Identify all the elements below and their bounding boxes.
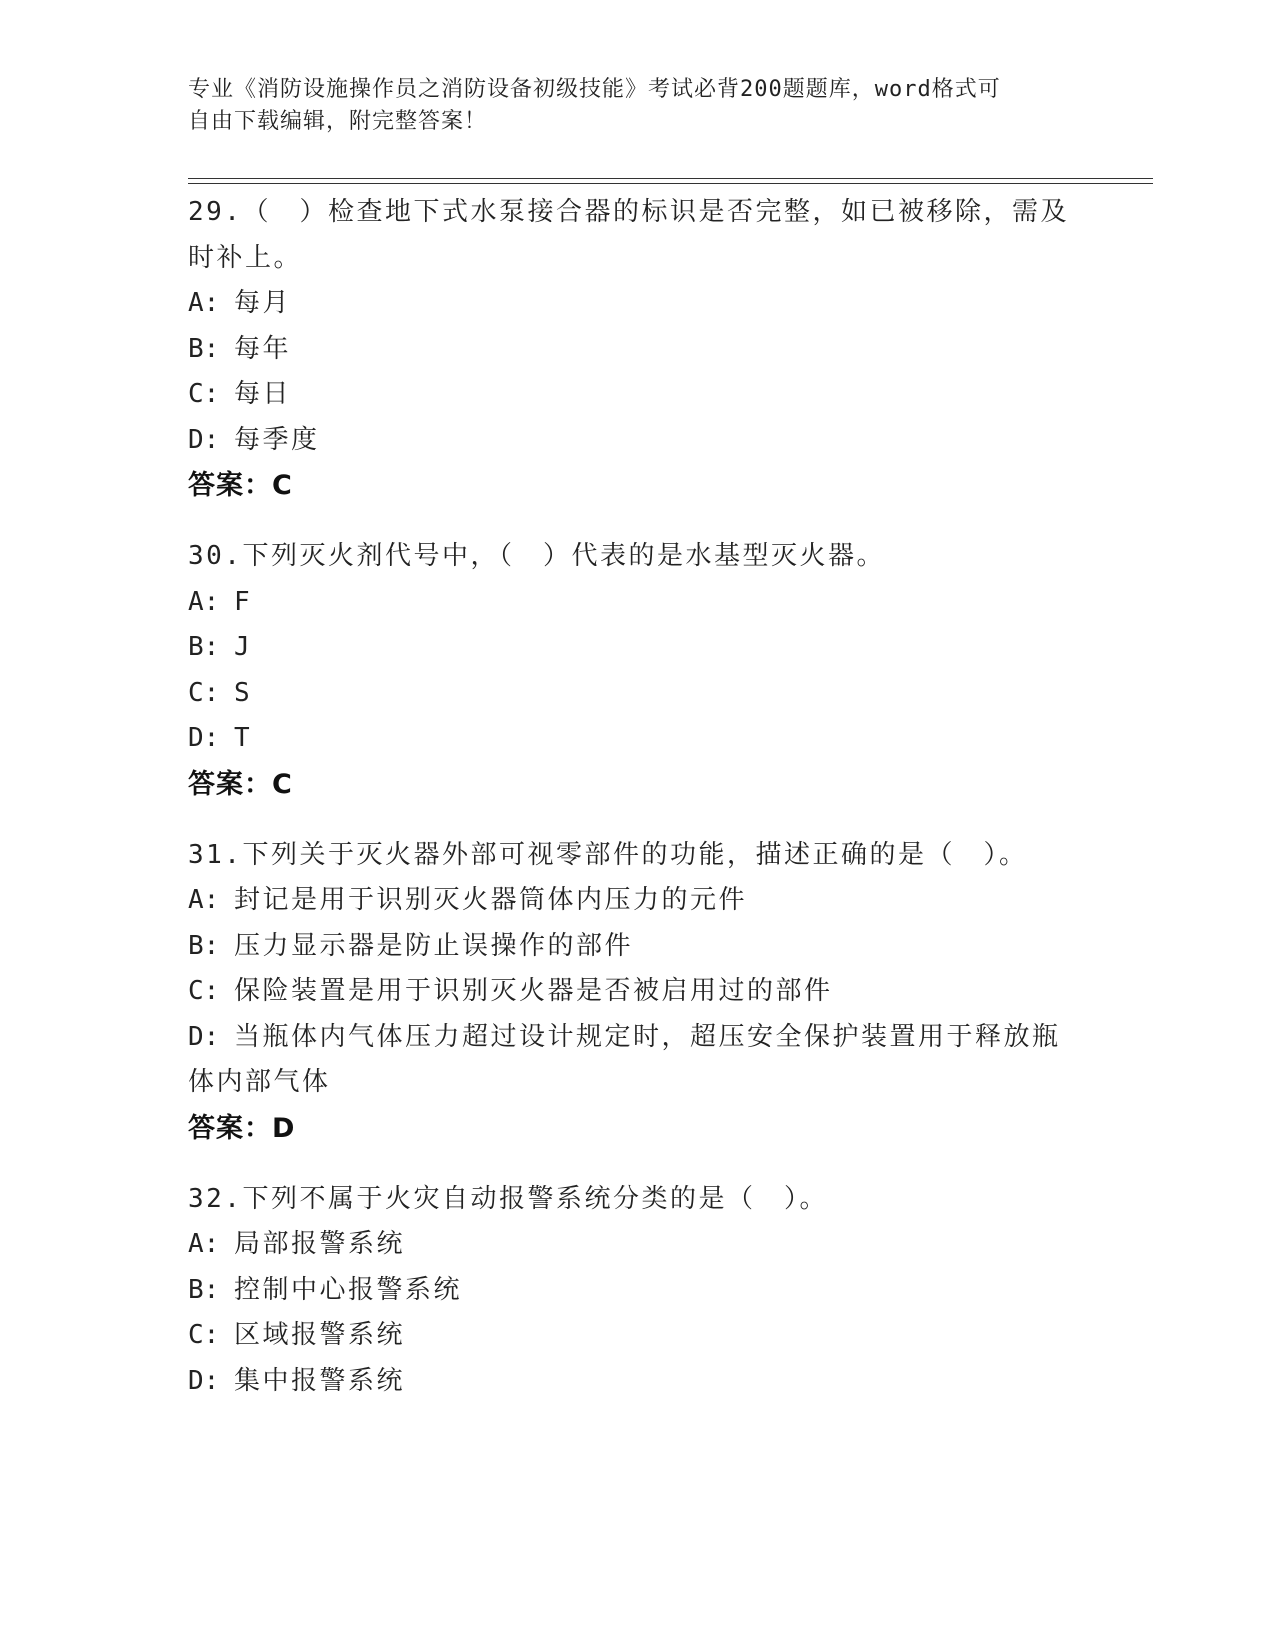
option-text: 局部报警系统: [234, 1229, 406, 1259]
option-c: [188, 969, 1088, 1015]
option-key: C:: [188, 677, 220, 708]
question-text: 29.（ ）检查地下式水泵接合器的标识是否完整，如已被移除，需及时补上。: [188, 197, 1069, 273]
option-d: [188, 418, 1088, 464]
option-key: A:: [188, 586, 220, 617]
option-key: C:: [188, 976, 220, 1006]
question-30: [188, 534, 1088, 807]
option-key: C:: [188, 1320, 220, 1350]
option-key: D:: [188, 1021, 220, 1052]
option-c: [188, 1313, 1088, 1359]
option-b: [188, 625, 1088, 671]
header-line-1: 专业《消防设施操作员之消防设备初级技能》考试必背200题题库，word格式可: [188, 77, 1001, 102]
question-text: 31.下列关于灭火器外部可视零部件的功能，描述正确的是（ ）。: [188, 839, 1028, 870]
option-text: 控制中心报警系统: [234, 1274, 463, 1305]
option-text: 每年: [234, 333, 292, 364]
document-header: [188, 74, 1068, 138]
option-text: S: [234, 677, 253, 708]
option-key: B:: [188, 632, 220, 662]
option-key: B:: [188, 1274, 220, 1305]
option-text: 封记是用于识别灭火器筒体内压力的元件: [234, 885, 748, 915]
question-list: [188, 190, 1088, 1430]
option-key: D:: [188, 424, 220, 455]
question-32: [188, 1177, 1088, 1405]
header-line-2: 自由下载编辑，附完整答案！: [188, 109, 488, 134]
option-text: 每日: [234, 379, 292, 409]
option-key: A:: [188, 288, 220, 318]
option-c: [188, 671, 1088, 717]
option-d: [188, 1015, 1088, 1106]
option-b: [188, 1268, 1088, 1314]
option-key: C:: [188, 379, 220, 409]
option-a: [188, 878, 1088, 924]
question-31: [188, 833, 1088, 1151]
option-text: 每季度: [234, 424, 320, 455]
option-key: D:: [188, 723, 220, 753]
option-text: 区域报警系统: [234, 1320, 406, 1350]
option-a: [188, 580, 1088, 626]
option-d: [188, 1359, 1088, 1405]
option-text: 当瓶体内气体压力超过设计规定时，超压安全保护装置用于释放瓶体内部气体: [188, 1021, 1061, 1097]
option-a: [188, 1222, 1088, 1268]
option-a: [188, 281, 1088, 327]
option-key: D:: [188, 1365, 220, 1396]
question-29: [188, 190, 1088, 508]
answer-line: 答案：C: [188, 768, 293, 800]
option-b: [188, 327, 1088, 373]
option-text: 压力显示器是防止误操作的部件: [234, 930, 634, 961]
answer-line: 答案：D: [188, 1112, 296, 1144]
option-text: J: [234, 632, 253, 662]
option-text: T: [234, 723, 253, 753]
option-text: 保险装置是用于识别灭火器是否被启用过的部件: [234, 976, 833, 1006]
option-text: 每月: [234, 288, 292, 318]
option-text: 集中报警系统: [234, 1365, 406, 1396]
answer-line: 答案：C: [188, 470, 293, 501]
option-key: A:: [188, 1229, 220, 1259]
option-key: B:: [188, 930, 220, 961]
header-divider: [188, 178, 1153, 184]
option-key: A:: [188, 885, 220, 915]
option-d: [188, 716, 1088, 762]
question-text: 30.下列灭火剂代号中，（ ）代表的是水基型灭火器。: [188, 541, 885, 571]
option-b: [188, 924, 1088, 970]
option-c: [188, 372, 1088, 418]
option-text: F: [234, 586, 253, 617]
question-text: 32.下列不属于火灾自动报警系统分类的是（ ）。: [188, 1183, 828, 1214]
option-key: B:: [188, 333, 220, 364]
